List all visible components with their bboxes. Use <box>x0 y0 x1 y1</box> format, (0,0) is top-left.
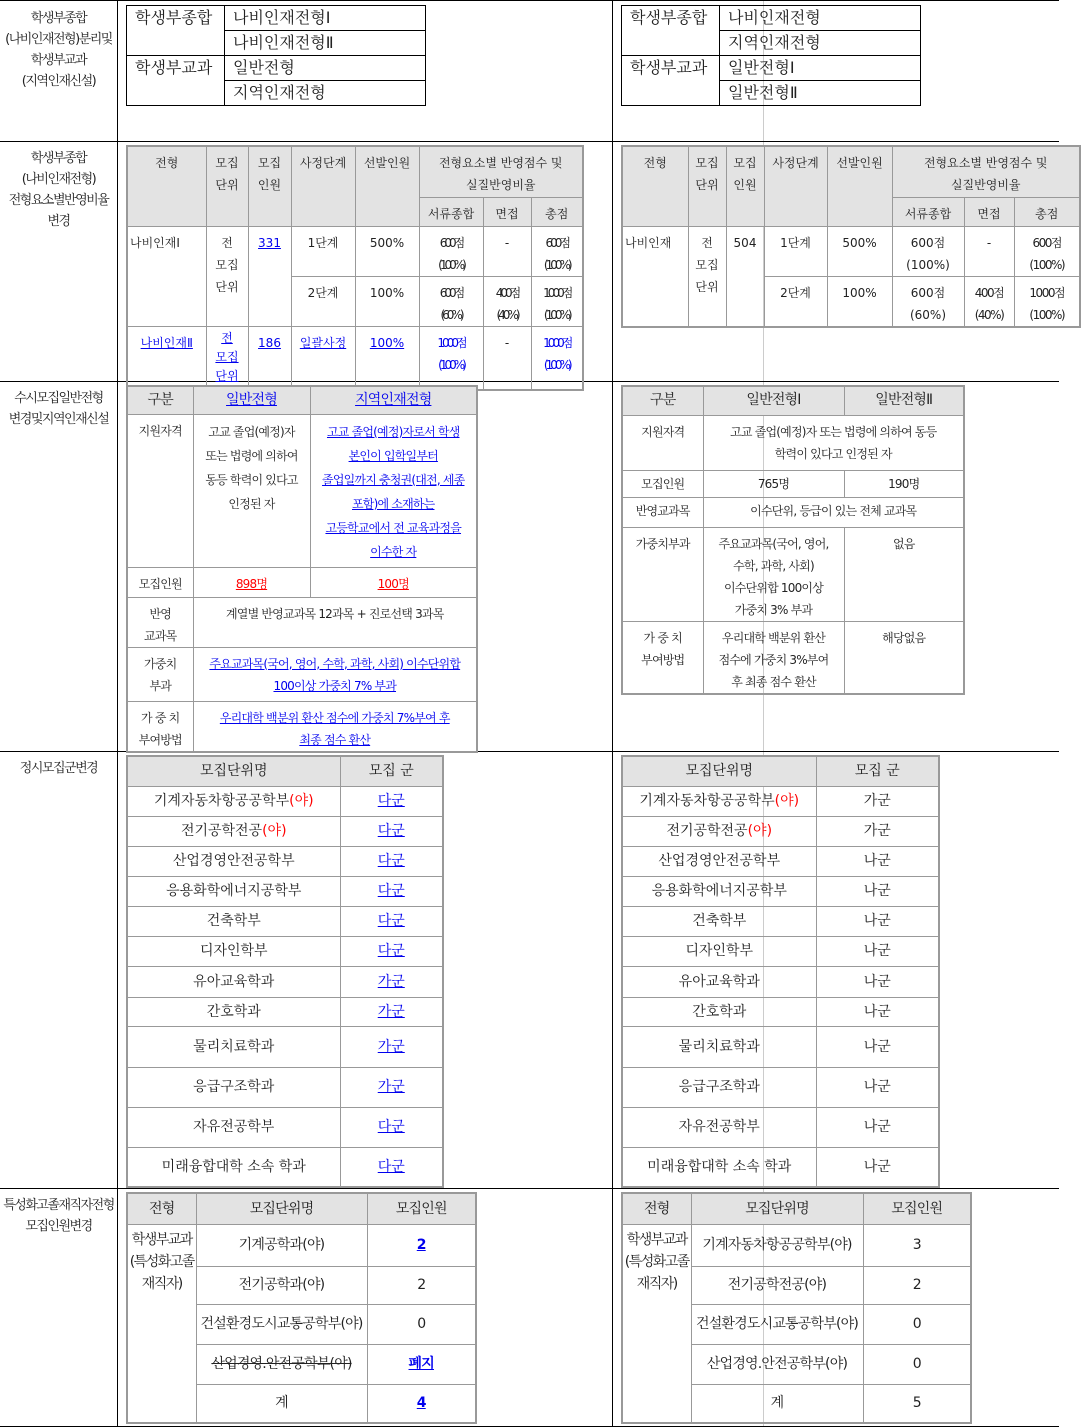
group-cell: 나군 <box>816 906 939 936</box>
group-cell: 나군 <box>816 1067 939 1107</box>
cell: 1000점 (100%) <box>1014 276 1080 327</box>
cell: 해당없음 <box>844 621 964 694</box>
unit-name-cell <box>622 846 816 876</box>
group-cell: 나군 <box>816 1147 939 1187</box>
unit-name: 미래융합대학 소속 학과 <box>647 1158 792 1175</box>
header: 일반전형 <box>193 386 310 414</box>
group-cell: 가군 <box>816 786 939 816</box>
cell: 765명 <box>703 470 844 497</box>
group-cell: 다군 <box>340 936 443 966</box>
unit-name-cell <box>127 997 340 1026</box>
header: 모집단위명 <box>196 1193 367 1224</box>
quota-value: 2 <box>367 1224 476 1266</box>
unit-name: 전기공학과(야) <box>196 1266 367 1304</box>
cell: 500% <box>827 226 892 276</box>
quota-value: 4 <box>367 1384 476 1423</box>
cell: 고교 졸업(예정)자 또는 법령에 의하여 동등 학력이 있다고 인정된 자 <box>703 415 964 470</box>
header: 전형요소별 반영점수 및 실질반영비율 <box>892 146 1080 197</box>
cell: 고교 졸업(예정)자 또는 법령에 의하여 동등 학력이 있다고 인정된 자 <box>193 414 310 567</box>
unit-name: 응급구조학과 <box>678 1079 760 1095</box>
group-cell: 나군 <box>816 876 939 906</box>
item: 일반전형Ⅱ <box>720 81 921 106</box>
admission-type-cell: 학생부교과 (특성화고졸 재직자) <box>622 1224 691 1423</box>
row-label: 모집인원 <box>622 470 703 497</box>
cell: 계열별 반영교과목 12과목 + 진로선택 3과목 <box>193 597 477 647</box>
header: 모집 군 <box>340 756 443 786</box>
row-label: 가중치 부과 <box>127 647 193 701</box>
header: 면접 <box>964 197 1014 226</box>
quota-value: 0 <box>863 1304 971 1344</box>
cell: 1단계 <box>291 226 355 276</box>
unit-name-cell <box>127 1107 340 1147</box>
susi-general-table-before <box>126 385 478 753</box>
table-row <box>622 846 939 876</box>
cell: 없음 <box>844 527 964 621</box>
cell: 1단계 <box>764 226 827 276</box>
unit-name: 자유전공학부 <box>678 1119 760 1135</box>
unit-name: 자유전공학부 <box>193 1119 275 1135</box>
divider <box>0 0 1059 1</box>
unit-name: 응급구조학과 <box>193 1079 275 1095</box>
cell: 나비인재Ⅰ <box>127 226 206 326</box>
cell: 1000점 (100%) <box>531 276 583 326</box>
unit-name: 산업경영.안전공학부(야) <box>691 1344 863 1384</box>
unit-name: 응용화학에너지공학부 <box>166 883 302 899</box>
section-label: 특성화고졸재직자전형 모집인원변경 <box>3 1198 114 1234</box>
unit-name: 계 <box>691 1384 863 1423</box>
group-label: 학생부종합 <box>127 6 225 56</box>
divider <box>612 0 613 1427</box>
changed-value: 898명 <box>193 567 310 597</box>
group-cell: 가군 <box>340 1067 443 1107</box>
score-ratio-table-before <box>126 145 584 391</box>
header: 사정단계 <box>291 146 355 226</box>
header: 모집인원 <box>367 1193 476 1224</box>
table-row <box>127 1026 443 1067</box>
unit-name: 계 <box>196 1384 367 1423</box>
unit-name: 전기공학전공(야) <box>691 1266 863 1304</box>
table-row <box>622 816 939 846</box>
item: 나비인재전형 <box>720 6 921 31</box>
cell: 600점 (100%) <box>892 226 964 276</box>
changed-value: 우리대학 백분위 환산 점수에 가중치 7%부여 후 최종 점수 환산 <box>193 701 477 752</box>
table-row <box>622 1107 939 1147</box>
table-row <box>127 906 443 936</box>
item: 나비인재전형Ⅰ <box>225 6 426 31</box>
admission-type-table-after <box>621 5 921 106</box>
table-row <box>127 997 443 1026</box>
score-ratio-table-after <box>621 145 1081 328</box>
unit-name: 건설환경도시교통공학부(야) <box>691 1304 863 1344</box>
group-cell: 다군 <box>340 816 443 846</box>
table-row <box>622 876 939 906</box>
cell: 2단계 <box>291 276 355 326</box>
unit-name: 간호학과 <box>206 1003 261 1020</box>
cell: 100% <box>827 276 892 327</box>
changed-value: 100% <box>355 326 419 390</box>
cell: 600점 (100%) <box>531 226 583 276</box>
night-course-tag: (야) <box>289 793 314 809</box>
cell: 이수단위, 등급이 있는 전체 교과목 <box>703 497 964 527</box>
header: 선발인원 <box>355 146 419 226</box>
row-label: 가중치부과 <box>622 527 703 621</box>
group-cell: 다군 <box>340 906 443 936</box>
cell: 504 <box>726 226 764 327</box>
unit-name: 유아교육학과 <box>678 973 760 990</box>
table-row <box>127 1067 443 1107</box>
changed-value: 나비인재Ⅱ <box>127 326 206 390</box>
cell: 600점 (60%) <box>419 276 483 326</box>
quota-value: 폐지 <box>367 1344 476 1384</box>
group-cell: 나군 <box>816 846 939 876</box>
unit-name: 디자인학부 <box>685 943 754 959</box>
unit-name-cell <box>622 1107 816 1147</box>
divider <box>0 141 1059 142</box>
row-label: 반영 교과목 <box>127 597 193 647</box>
unit-name-cell <box>622 786 816 816</box>
cell: - <box>964 226 1014 276</box>
unit-name: 미래융합대학 소속 학과 <box>161 1158 306 1175</box>
cell: 500% <box>355 226 419 276</box>
header: 서류종합 <box>892 197 964 226</box>
unit-name: 디자인학부 <box>199 943 268 959</box>
table-row <box>127 876 443 906</box>
unit-name-cell <box>622 816 816 846</box>
unit-name: 기계공학과(야) <box>196 1224 367 1266</box>
group-label: 학생부교과 <box>622 56 720 106</box>
unit-name-cell <box>622 1026 816 1067</box>
unit-name: 간호학과 <box>692 1003 747 1020</box>
unit-name-cell <box>622 1067 816 1107</box>
group-cell: 나군 <box>816 966 939 997</box>
header: 총점 <box>1014 197 1080 226</box>
group-cell: 가군 <box>816 816 939 846</box>
unit-name: 산업경영.안전공학부(야) <box>196 1344 367 1384</box>
quota-value: 3 <box>863 1224 971 1266</box>
cell: 주요교과목(국어, 영어, 수학, 과학, 사회) 이수단위합 100이상 가중치 3% 부과 <box>703 527 844 621</box>
table-row <box>127 1107 443 1147</box>
row-label: 반영교과목 <box>622 497 703 527</box>
cell: 600점 (100%) <box>419 226 483 276</box>
item: 지역인재전형 <box>720 31 921 56</box>
worker-quota-table-after <box>621 1192 972 1424</box>
changed-value: 1000점 (100%) <box>419 326 483 390</box>
table-row <box>127 1224 476 1266</box>
changed-value: 331 <box>248 226 291 326</box>
divider <box>117 0 118 1427</box>
group-cell: 다군 <box>340 846 443 876</box>
row-label: 가 중 치 부여방법 <box>622 621 703 694</box>
quota-value: 0 <box>863 1344 971 1384</box>
row-label: 모집인원 <box>127 567 193 597</box>
table-row <box>127 1147 443 1187</box>
group-cell: 다군 <box>340 876 443 906</box>
susi-general-table-after <box>621 385 965 695</box>
cell: 600점 (100%) <box>1014 226 1080 276</box>
cell: - <box>483 326 531 390</box>
header: 모집 단위 <box>206 146 248 226</box>
unit-name-cell <box>127 936 340 966</box>
unit-name: 산업경영안전공학부 <box>172 853 295 869</box>
item: 일반전형 <box>225 56 426 81</box>
jeongsi-group-table-after <box>621 755 940 1188</box>
table-row <box>127 936 443 966</box>
unit-name: 유아교육학과 <box>193 973 275 990</box>
changed-value: 일괄사정 <box>291 326 355 390</box>
header: 일반전형Ⅱ <box>844 386 964 415</box>
header: 모집 인원 <box>248 146 291 226</box>
unit-name-cell <box>622 906 816 936</box>
unit-name: 건축학부 <box>692 913 747 929</box>
quota-value: 2 <box>367 1266 476 1304</box>
unit-name: 응용화학에너지공학부 <box>651 883 787 899</box>
unit-name-cell <box>622 1147 816 1187</box>
header: 전형 <box>127 146 206 226</box>
header: 모집 인원 <box>726 146 764 226</box>
section-label: 학생부종합 (나비인재전형) 전형요소별반영비율 변경 <box>8 151 109 229</box>
section-label: 학생부종합 (나비인재전형)분리및 학생부교과 (지역인재신설) <box>5 11 112 89</box>
header: 모집단위명 <box>127 756 340 786</box>
unit-name-cell <box>127 1026 340 1067</box>
unit-name-cell <box>127 906 340 936</box>
cell: 190명 <box>844 470 964 497</box>
cell: 400점 (40%) <box>483 276 531 326</box>
group-label: 학생부교과 <box>127 56 225 106</box>
table-row <box>622 966 939 997</box>
group-cell: 다군 <box>340 1147 443 1187</box>
quota-value: 2 <box>863 1266 971 1304</box>
table-row <box>127 966 443 997</box>
quota-value: 0 <box>367 1304 476 1344</box>
header: 사정단계 <box>764 146 827 226</box>
cell: 2단계 <box>764 276 827 327</box>
group-cell: 다군 <box>340 1107 443 1147</box>
group-cell: 가군 <box>340 997 443 1026</box>
header: 선발인원 <box>827 146 892 226</box>
unit-name-cell <box>622 997 816 1026</box>
item: 나비인재전형Ⅱ <box>225 31 426 56</box>
unit-name: 건축학부 <box>206 913 261 929</box>
row-label: 지원자격 <box>622 415 703 470</box>
group-cell: 나군 <box>816 997 939 1026</box>
admission-type-cell: 학생부교과 (특성화고졸 재직자) <box>127 1224 196 1423</box>
unit-name-cell <box>622 966 816 997</box>
unit-name-cell <box>127 1067 340 1107</box>
unit-name-cell <box>622 876 816 906</box>
header: 모집단위명 <box>691 1193 863 1224</box>
header: 모집단위명 <box>622 756 816 786</box>
unit-name: 전기공학전공 <box>180 823 263 839</box>
cell: 우리대학 백분위 환산 점수에 가중치 3%부여 후 최종 점수 환산 <box>703 621 844 694</box>
header: 전형 <box>127 1193 196 1224</box>
group-cell: 나군 <box>816 936 939 966</box>
unit-name-cell <box>127 1147 340 1187</box>
admission-type-table-before <box>126 5 426 106</box>
table-row <box>622 786 939 816</box>
changed-value: 186 <box>248 326 291 390</box>
group-cell: 가군 <box>340 966 443 997</box>
group-label: 학생부종합 <box>622 6 720 56</box>
header: 모집 군 <box>816 756 939 786</box>
unit-name: 기계자동차항공공학부(야) <box>691 1224 863 1266</box>
header: 전형요소별 반영점수 및 실질반영비율 <box>419 146 583 197</box>
cell: 100% <box>355 276 419 326</box>
worker-quota-table-before <box>126 1192 477 1424</box>
header: 총점 <box>531 197 583 226</box>
unit-name-cell <box>127 876 340 906</box>
item: 지역인재전형 <box>225 81 426 106</box>
cell: 600점 (60%) <box>892 276 964 327</box>
table-row <box>622 1026 939 1067</box>
unit-name-cell <box>127 816 340 846</box>
table-row <box>622 1147 939 1187</box>
header: 지역인재전형 <box>310 386 477 414</box>
header: 모집인원 <box>863 1193 971 1224</box>
table-row <box>127 786 443 816</box>
header: 구분 <box>622 386 703 415</box>
changed-value: 100명 <box>310 567 477 597</box>
table-row <box>127 816 443 846</box>
unit-name: 전기공학전공 <box>666 823 748 839</box>
section-label: 정시모집군변경 <box>19 761 98 776</box>
unit-name: 산업경영안전공학부 <box>658 853 781 869</box>
item: 일반전형Ⅰ <box>720 56 921 81</box>
row-label: 가 중 치 부여방법 <box>127 701 193 752</box>
unit-name: 물리치료학과 <box>193 1038 275 1055</box>
header: 전형 <box>622 1193 691 1224</box>
night-course-tag: (야) <box>262 823 287 839</box>
header: 모집 단위 <box>688 146 726 226</box>
jeongsi-group-table-before <box>126 755 444 1188</box>
unit-name-cell <box>127 966 340 997</box>
unit-name-cell <box>622 936 816 966</box>
unit-name: 기계자동차항공공학부 <box>639 793 775 809</box>
cell: 전 모집 단위 <box>688 226 726 327</box>
night-course-tag: (야) <box>774 793 800 809</box>
cell: - <box>483 226 531 276</box>
cell: 나비인재 <box>622 226 688 327</box>
changed-value: 고교 졸업(예정)자로서 학생 본인이 입학일부터 졸업일까지 충청권(대전, 세종 포함)에 소재하는 고등학교에서 전 교육과정을 이수한 자 <box>310 414 477 567</box>
unit-name-cell <box>127 846 340 876</box>
unit-name: 건설환경도시교통공학부(야) <box>196 1304 367 1344</box>
quota-value: 5 <box>863 1384 971 1423</box>
header: 일반전형Ⅰ <box>703 386 844 415</box>
unit-name: 물리치료학과 <box>678 1038 760 1055</box>
header: 구분 <box>127 386 193 414</box>
group-cell: 나군 <box>816 1026 939 1067</box>
table-row <box>622 997 939 1026</box>
group-cell: 가군 <box>340 1026 443 1067</box>
header: 전형 <box>622 146 688 226</box>
cell: 400점 (40%) <box>964 276 1014 327</box>
row-label: 지원자격 <box>127 414 193 567</box>
table-row <box>622 1067 939 1107</box>
group-cell: 나군 <box>816 1107 939 1147</box>
table-row <box>622 1224 971 1266</box>
table-row <box>622 936 939 966</box>
section-label: 수시모집일반전형 변경및지역인재신설 <box>8 391 109 427</box>
changed-value: 1000점 (100%) <box>531 326 583 390</box>
group-cell: 다군 <box>340 786 443 816</box>
unit-name: 기계자동차항공공학부 <box>153 793 290 809</box>
divider <box>0 1188 1059 1189</box>
changed-value: 전 모집 단위 <box>206 326 248 390</box>
table-row <box>127 846 443 876</box>
night-course-tag: (야) <box>747 823 773 839</box>
header: 서류종합 <box>419 197 483 226</box>
table-row <box>622 906 939 936</box>
cell: 전 모집 단위 <box>206 226 248 326</box>
changed-value: 주요교과목(국어, 영어, 수학, 과학, 사회) 이수단위합 100이상 가중치 7% 부과 <box>193 647 477 701</box>
unit-name-cell <box>127 786 340 816</box>
header: 면접 <box>483 197 531 226</box>
